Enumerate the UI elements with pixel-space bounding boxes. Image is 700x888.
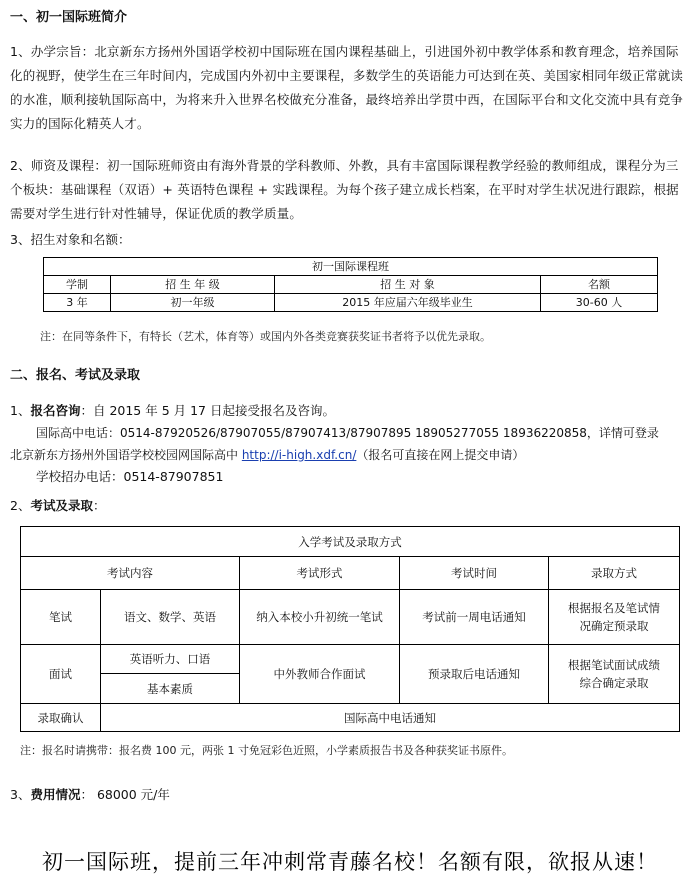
table-header: 名额 [541, 276, 658, 294]
exam-number: 2、 [10, 498, 31, 513]
website-line [10, 444, 524, 466]
enrollment-table-caption: 初一国际课程班 [44, 258, 658, 276]
office-phone: 学校招办电话：0514-87907851 [36, 469, 224, 484]
written-content: 语文、数学、英语 [101, 590, 240, 645]
enrollment-note: 注：在同等条件下，有特长（艺术，体育等）或国内外各类竞赛获奖证书者将予以优先录取。 [40, 330, 491, 343]
table-header: 招 生 年 级 [111, 276, 275, 294]
consult-number: 1、 [10, 403, 31, 418]
consult-label: 报名咨询 [30, 403, 81, 418]
website-prefix: 北京新东方扬州外国语学校校园网国际高中 [10, 448, 242, 462]
written-form: 纳入本校小升初统一笔试 [240, 590, 400, 645]
website-link[interactable]: http://i-high.xdf.cn/ [241, 448, 357, 462]
table-header: 考试形式 [240, 557, 400, 590]
exam-colon: ： [92, 498, 106, 513]
website-suffix: （报名可直接在网上提交申请） [356, 448, 525, 462]
table-header: 录取方式 [549, 557, 680, 590]
enrollment-table [43, 257, 658, 312]
interview-admission: 根据笔试面试成绩综合确定录取 [549, 645, 680, 704]
phone-line: 国际高中电话：0514-87920526/87907055/87907413/87907895 18905277055 18936220858，详情可登录 [36, 426, 659, 440]
table-header: 考试时间 [400, 557, 549, 590]
enrollment-subtitle: 3、招生对象和名额： [10, 232, 131, 247]
written-label: 笔试 [21, 590, 101, 645]
interview-form: 中外教师合作面试 [240, 645, 400, 704]
confirm-value: 国际高中电话通知 [101, 704, 680, 732]
confirm-label: 录取确认 [21, 704, 101, 732]
exam-subtitle [10, 495, 105, 517]
table-header: 学制 [44, 276, 111, 294]
slogan: 初一国际班，提前三年冲刺常青藤名校！名额有限，欲报从速！ [42, 850, 658, 874]
fee-label: 费用情况 [30, 787, 81, 802]
interview-time: 预录取后电话通知 [400, 645, 549, 704]
table-header: 招 生 对 象 [275, 276, 541, 294]
faculty-paragraph: 2、师资及课程：初一国际班师资由有海外背景的学科教师、外教，具有丰富国际课程教学经验的教师组成，课程分为三个板块：基础课程（双语）+ 英语特色课程 + 实践课程。为每个孩子建立成长档案，在平时对学生状况进行跟踪，根据需要对学生进行针对性辅导，保证优质的教学质量。 [10, 158, 679, 221]
table-cell: 3 年 [44, 294, 111, 312]
interview-content-1: 英语听力、口语 [101, 645, 240, 674]
table-cell: 2015 年应届六年级毕业生 [275, 294, 541, 312]
fee-number: 3、 [10, 787, 31, 802]
section-1-title: 一、初一国际班简介 [10, 10, 128, 25]
interview-content-2: 基本素质 [101, 674, 240, 704]
fee-text: ： 68000 元/年 [80, 787, 170, 802]
exam-label: 考试及录取 [30, 498, 93, 513]
written-admission: 根据报名及笔试情况确定预录取 [549, 590, 680, 645]
table-cell: 30-60 人 [541, 294, 658, 312]
table-cell: 初一年级 [111, 294, 275, 312]
consult-line [10, 400, 335, 422]
interview-label: 面试 [21, 645, 101, 704]
registration-note: 注：报名时请携带：报名费 100 元，两张 1 寸免冠彩色近照，小学素质报告书及各种获奖证书原件。 [20, 744, 513, 757]
written-time: 考试前一周电话通知 [400, 590, 549, 645]
fee-line [10, 784, 170, 806]
exam-table-caption: 入学考试及录取方式 [21, 527, 680, 557]
consult-text: ：自 2015 年 5 月 17 日起接受报名及咨询。 [80, 403, 335, 418]
mission-paragraph: 1、办学宗旨：北京新东方扬州外国语学校初中国际班在国内课程基础上，引进国外初中教学体系和教育理念，培养国际化的视野，使学生在三年时间内，完成国内外初中主要课程，多数学生的英语能力可达到在英、美国家相同年级正常就读的水准，顺利接轨国际高中，为将来升入世界名校做充分准备，最终培养出学贯中西，在国际平台和文化交流中具有竞争实力的国际化精英人才。 [10, 44, 684, 131]
exam-table [20, 526, 680, 732]
section-2-title: 二、报名、考试及录取 [10, 368, 141, 383]
table-header: 考试内容 [21, 557, 240, 590]
